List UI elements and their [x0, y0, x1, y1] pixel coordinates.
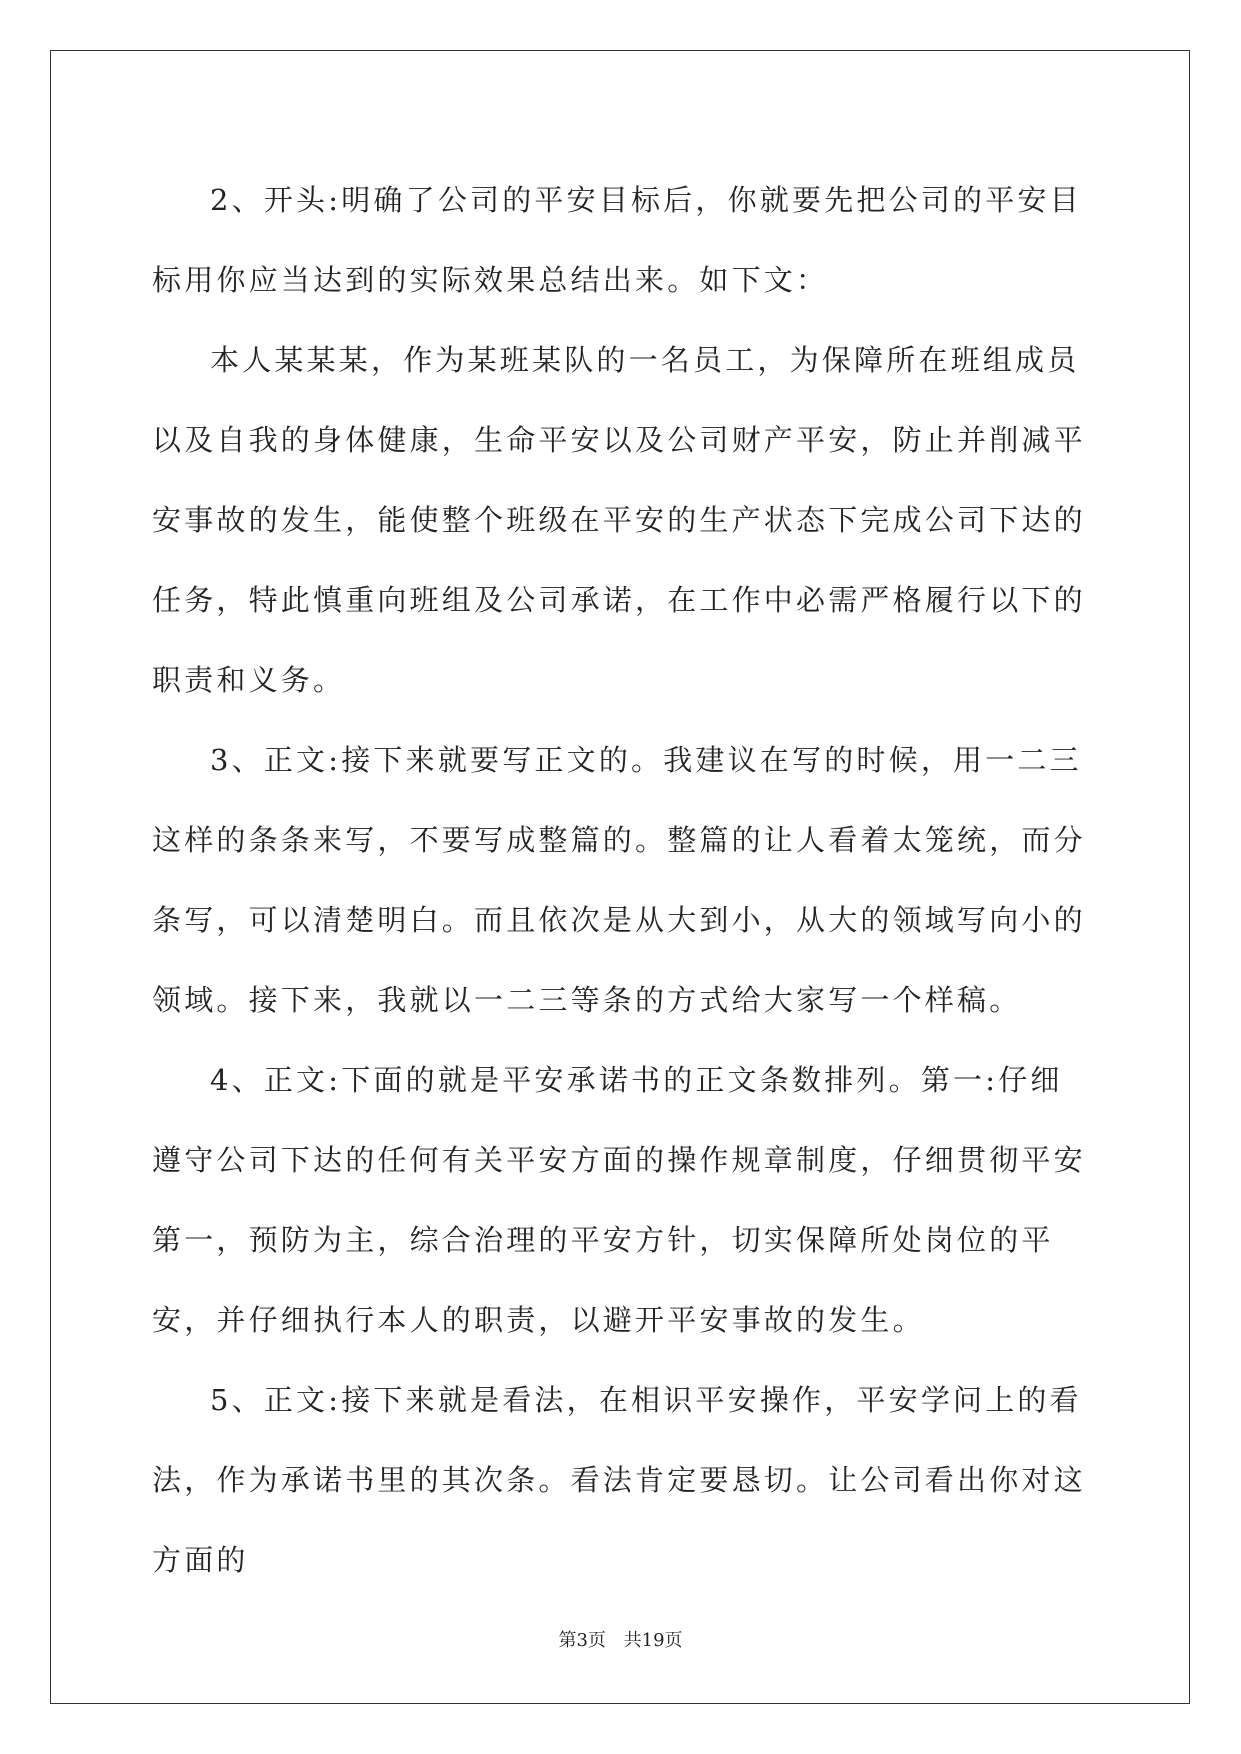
paragraph-sample-pledge: 本人某某某，作为某班某队的一名员工，为保障所在班组成员以及自我的身体健康，生命平安以及公司财产平安，防止并削减平安事故的发生，能使整个班级在平安的生产状态下完成公司下达的任务，特此慎重向班组及公司承诺，在工作中必需严格履行以下的职责和义务。	[152, 343, 1086, 697]
page-number: 第3页	[558, 1630, 606, 1651]
document-body	[152, 160, 1092, 1600]
paragraph-second-clause: 5、正文:接下来就是看法，在相识平安操作，平安学问上的看法，作为承诺书里的其次条。看法肯定要恳切。让公司看出你对这方面的	[152, 1383, 1086, 1577]
page-total: 共19页	[623, 1630, 683, 1651]
paragraph-body-structure: 3、正文:接下来就要写正文的。我建议在写的时候，用一二三这样的条条来写，不要写成整篇的。整篇的让人看着太笼统，而分条写，可以清楚明白。而且依次是从大到小，从大的领域写向小的领域。接下来，我就以一二三等条的方式给大家写一个样稿。	[152, 743, 1086, 1017]
page-footer	[0, 1626, 1241, 1652]
paragraph-first-clause: 4、正文:下面的就是平安承诺书的正文条数排列。第一:仔细遵守公司下达的任何有关平安方面的操作规章制度，仔细贯彻平安第一，预防为主，综合治理的平安方针，切实保障所处岗位的平安，并仔细执行本人的职责，以避开平安事故的发生。	[152, 1063, 1086, 1337]
paragraph-opening: 2、开头:明确了公司的平安目标后，你就要先把公司的平安目标用你应当达到的实际效果总结出来。如下文：	[152, 183, 1082, 297]
